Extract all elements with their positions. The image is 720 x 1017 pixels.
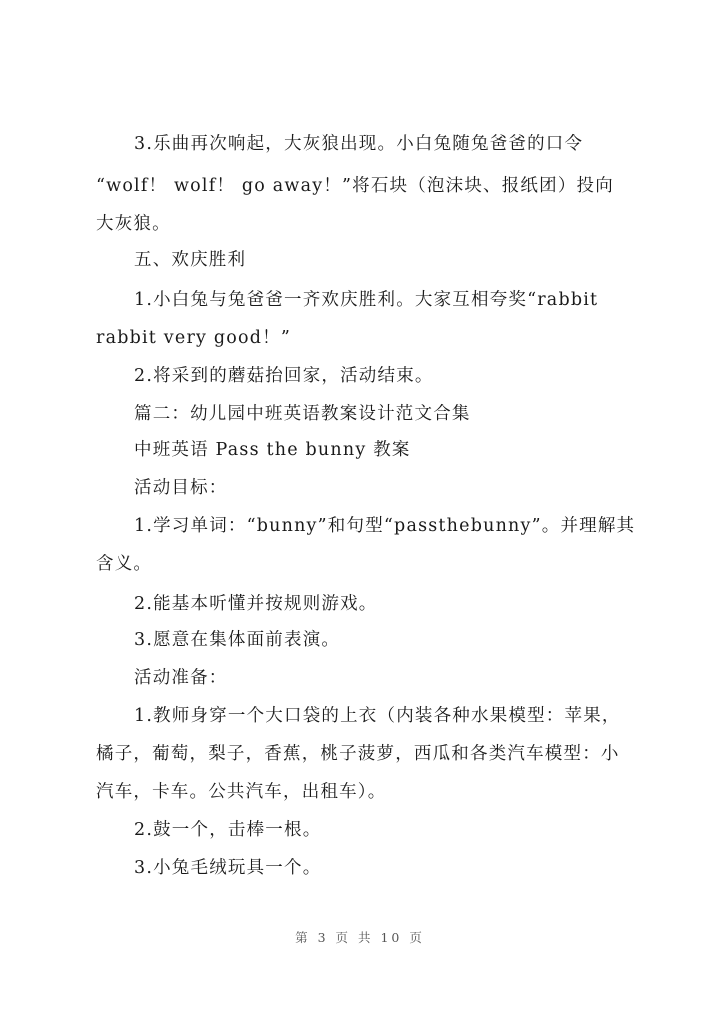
- lesson-title: 中班英语 Pass the bunny 教案: [134, 440, 411, 460]
- text-line: 3.小兔毛绒玩具一个。: [134, 858, 322, 878]
- section-heading: 篇二：幼儿园中班英语教案设计范文合集: [134, 404, 471, 424]
- text-line: 含义。: [96, 554, 153, 574]
- text-line: 2.将采到的蘑菇抬回家，活动结束。: [134, 366, 434, 386]
- text-line: 3.乐曲再次响起，大灰狼出现。小白兔随兔爸爸的口令: [134, 134, 584, 154]
- section-heading: 五、欢庆胜利: [134, 250, 247, 270]
- text-line: rabbit very good！”: [96, 328, 291, 348]
- text-line: “wolf！ wolf！ go away！”将石块（泡沫块、报纸团）投向: [96, 176, 614, 196]
- text-line: 2.鼓一个，击棒一根。: [134, 820, 322, 840]
- text-line: 2.能基本听懂并按规则游戏。: [134, 594, 378, 614]
- text-line: 1.教师身穿一个大口袋的上衣（内装各种水果模型：苹果，: [134, 706, 621, 726]
- text-line: 汽车，卡车。公共汽车，出租车）。: [96, 782, 387, 802]
- section-heading: 活动目标：: [134, 478, 228, 498]
- text-line: 大灰狼。: [96, 214, 171, 234]
- text-line: 橘子，葡萄，梨子，香蕉，桃子菠萝，西瓜和各类汽车模型：小: [96, 744, 620, 764]
- text-line: 1.学习单词：“bunny”和句型“passthebunny”。并理解其: [134, 516, 636, 536]
- text-line: 3.愿意在集体面前表演。: [134, 630, 341, 650]
- text-line: 1.小白兔与兔爸爸一齐欢庆胜利。大家互相夸奖“rabbit: [134, 290, 599, 310]
- section-heading: 活动准备：: [134, 668, 228, 688]
- page-number-footer: 第 3 页 共 10 页: [295, 930, 425, 945]
